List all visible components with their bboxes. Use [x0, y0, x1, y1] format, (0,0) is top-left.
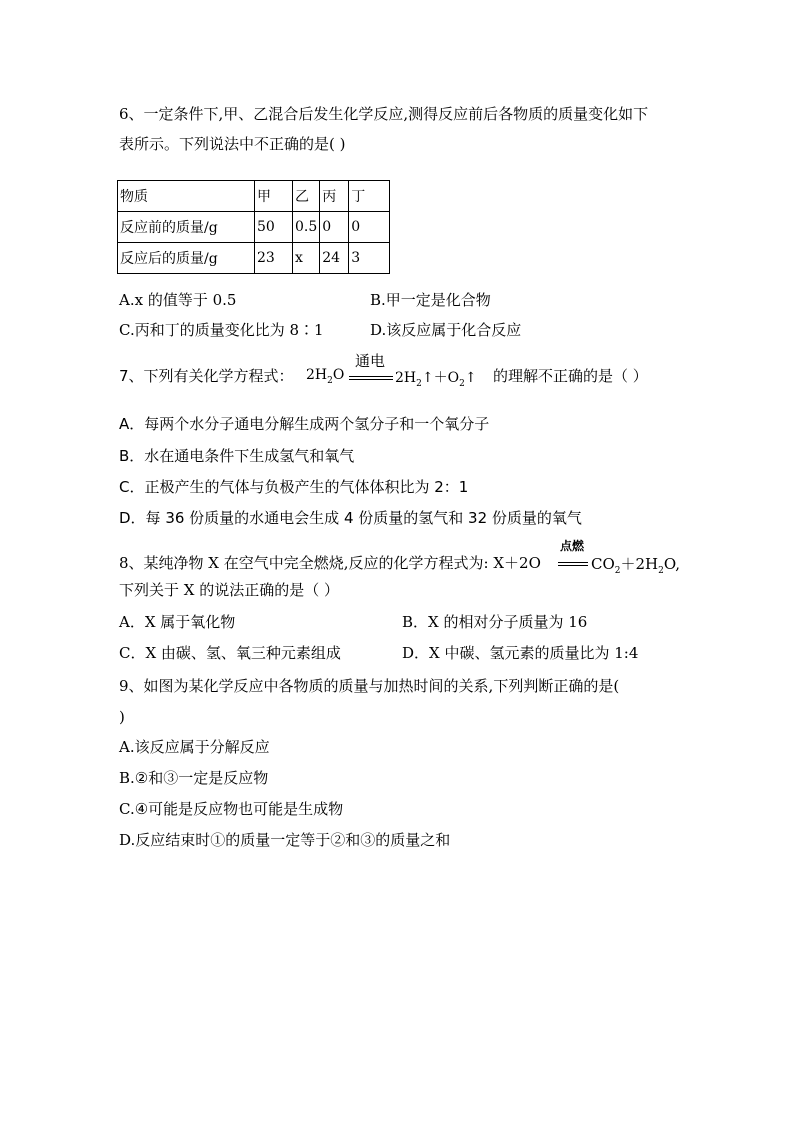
q8-stem-prefix: 8、某纯净物 X 在空气中完全燃烧,反应的化学方程式为: X＋2O: [119, 554, 541, 572]
q7-stem-suffix: 的理解不正确的是（ ）: [493, 367, 648, 385]
q8-products: $CO_2+2H_2O$,: [591, 555, 681, 576]
table-cell: 乙: [293, 181, 320, 212]
q9-stem-line1: 9、如图为某化学反应中各物质的质量与加热时间的关系,下列判断正确的是(: [119, 677, 620, 695]
table-cell: 甲: [255, 181, 293, 212]
q7-stem-prefix: 7、下列有关化学方程式：: [119, 367, 294, 385]
q7-option-d: D．每 36 份质量的水通电会生成 4 份质量的氢气和 32 份质量的氧气: [119, 509, 582, 527]
q7-option-c: C．正极产生的气体与负极产生的气体体积比为 2：1: [119, 478, 469, 496]
q8-option-c: C．X 由碳、氢、氧三种元素组成: [119, 644, 341, 662]
q7-option-b: B．水在通电条件下生成氢气和氧气: [119, 447, 355, 465]
q7-option-a: A．每两个水分子通电分解生成两个氢分子和一个氧分子: [119, 415, 490, 433]
q8-option-a: A．X 属于氧化物: [119, 613, 236, 631]
table-cell: 24: [320, 243, 349, 274]
q9-option-a: A.该反应属于分解反应: [119, 738, 270, 756]
q7-equals-bar-bottom: [349, 379, 393, 380]
q6-option-d: D.该反应属于化合反应: [370, 321, 522, 339]
q6-option-c: C.丙和丁的质量变化比为 8∶1: [119, 321, 324, 339]
q6-option-a: A.x 的值等于 0.5: [119, 291, 237, 309]
table-cell: 50: [255, 212, 293, 243]
table-cell: 反应前的质量/g: [118, 212, 255, 243]
table-cell: x: [293, 243, 320, 274]
q7-reactant: $2H_2O$: [306, 367, 345, 386]
table-row: [118, 243, 390, 274]
q7-products: $2H_2↑+O_2↑$: [395, 370, 477, 389]
q7-condition: 通电: [355, 352, 386, 370]
table-cell: 0: [349, 212, 390, 243]
q7-equals-bar-top: [349, 376, 393, 377]
table-cell: 丁: [349, 181, 390, 212]
q6-mass-table: [117, 180, 390, 274]
q9-stem-line2: ): [119, 708, 125, 726]
q8-option-b: B．X 的相对分子质量为 16: [402, 613, 588, 631]
q9-option-c: C.④可能是反应物也可能是生成物: [119, 800, 344, 818]
table-cell: 23: [255, 243, 293, 274]
table-row: [118, 212, 390, 243]
table-cell: 3: [349, 243, 390, 274]
table-header-row: [118, 181, 390, 212]
q9-option-d: D.反应结束时①的质量一定等于②和③的质量之和: [119, 831, 451, 849]
q8-stem-line2: 下列关于 X 的说法正确的是（ ）: [119, 581, 339, 599]
q8-option-d: D．X 中碳、氢元素的质量比为 1:4: [402, 644, 639, 662]
table-cell: 反应后的质量/g: [118, 243, 255, 274]
q9-option-b: B.②和③一定是反应物: [119, 769, 269, 787]
table-cell: 0: [320, 212, 349, 243]
table-cell: 0.5: [293, 212, 320, 243]
q6-option-b: B.甲一定是化合物: [370, 291, 491, 309]
q8-equals-bar-bottom: [558, 565, 588, 566]
table-cell: 物质: [118, 181, 255, 212]
q6-stem-line2: 表所示。下列说法中不正确的是( ): [119, 135, 346, 153]
table-cell: 丙: [320, 181, 349, 212]
q8-condition: 点燃: [560, 539, 585, 553]
q6-stem-line1: 6、一定条件下,甲、乙混合后发生化学反应,测得反应前后各物质的质量变化如下: [119, 105, 649, 123]
q8-equals-bar-top: [558, 562, 588, 563]
